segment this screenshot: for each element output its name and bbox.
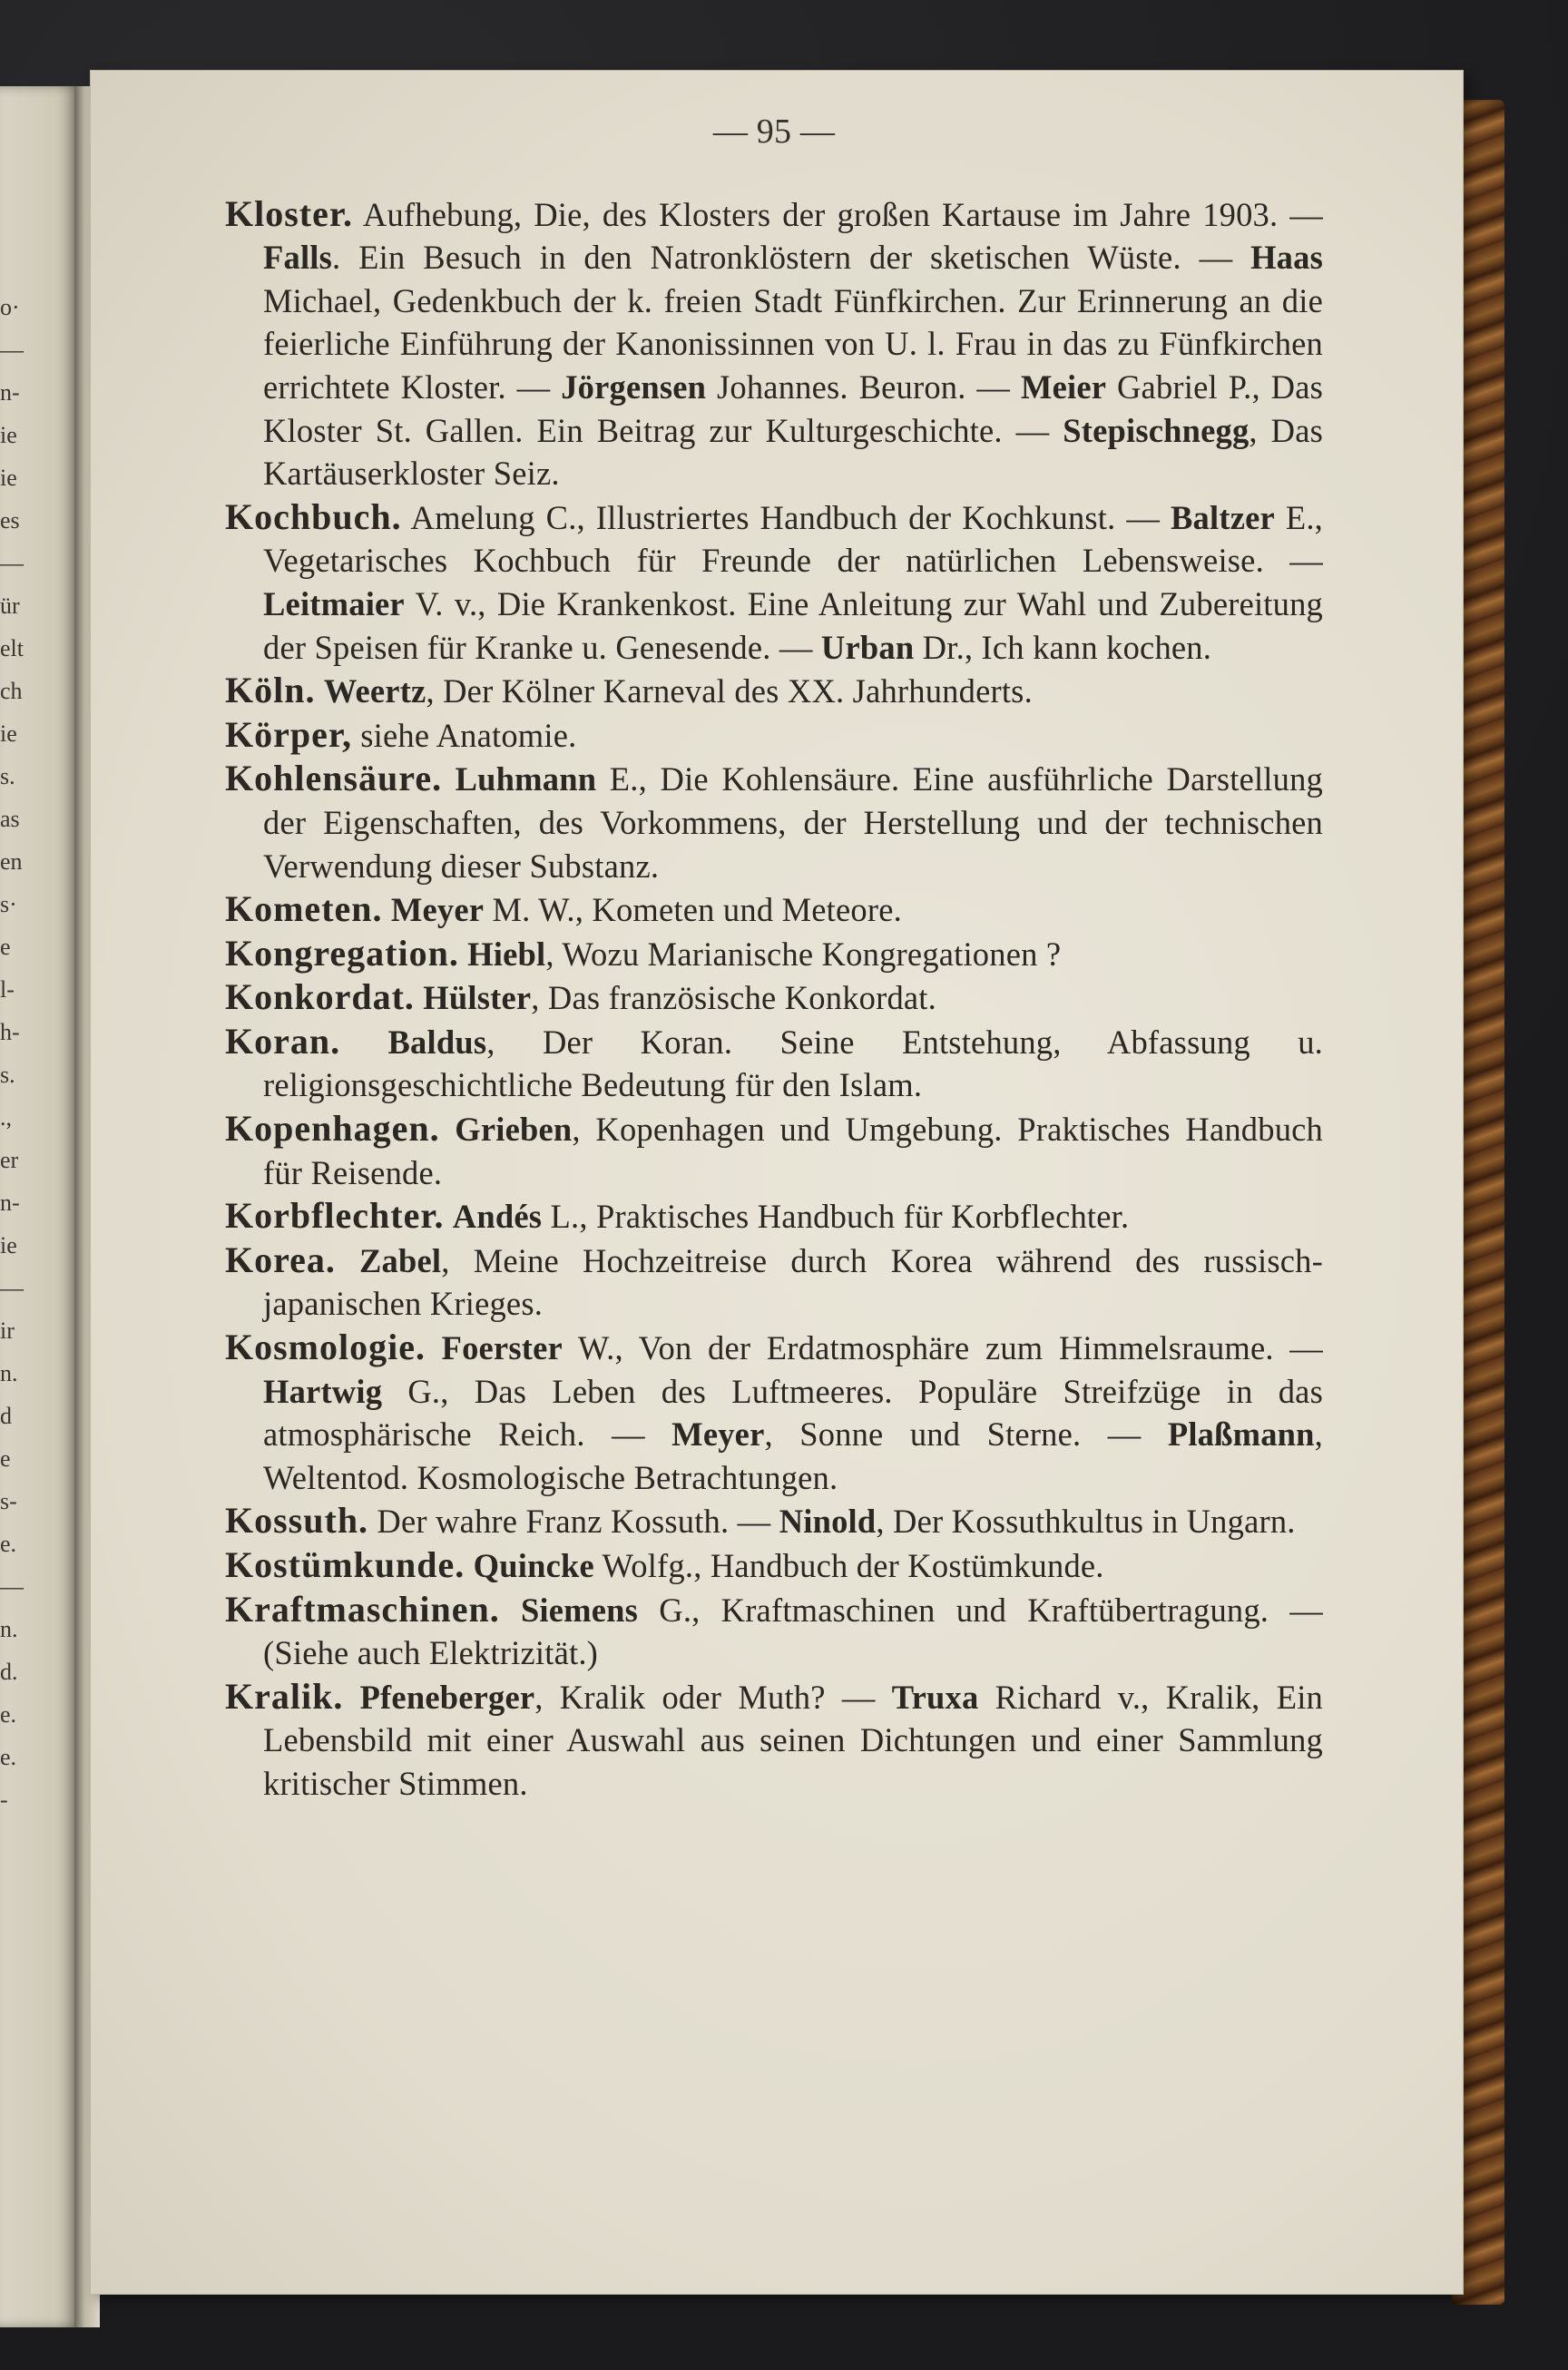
- entry-list: [225, 192, 1323, 1806]
- entry-author: Pfeneberger: [359, 1678, 535, 1716]
- entry-text: M. W., Kometen und Meteore.: [484, 891, 902, 929]
- left-page-fragments: o· — n- ie ie es — ür elt ch ie s. as en s· e l- h- s. ., er n- ie — ir n. d e s- e. — n. d. e. e. -: [0, 294, 24, 1813]
- entry-text: Der wahre Franz Kossuth. —: [368, 1503, 779, 1541]
- entry-text: G., Kraftmaschinen und Kraftübertragung. — (Siehe auch Elektrizität.): [263, 1591, 1323, 1672]
- entry-text: E., Die Kohlensäure. Eine ausführliche Darstellung der Eigenschaften, des Vorkommens, der Herstellung und der technischen Verwendung dieser Substanz.: [263, 760, 1323, 885]
- entry-heading: Kosmologie.: [225, 1327, 426, 1368]
- entry-author: Plaßmann: [1167, 1415, 1315, 1454]
- entry-text: Aufhebung, Die, des Klosters der großen Kartause im Jahre 1903. —: [352, 195, 1323, 233]
- entry-heading: Kloster.: [225, 192, 353, 234]
- entry-author: Meyer: [390, 891, 485, 929]
- entry-text: siehe Anatomie.: [351, 716, 577, 754]
- entry-text: [459, 935, 467, 973]
- entry-text: Amelung C., Illustriertes Handbuch der Kochkunst. —: [401, 498, 1171, 536]
- entry-author: Truxa: [891, 1678, 979, 1716]
- index-entry: [225, 1543, 1323, 1588]
- entry-text: Richard v., Kralik, Ein Lebensbild mit einer Auswahl aus seinen Dichtungen und einer Sammlung kritischer Stimmen.: [263, 1678, 1323, 1802]
- index-entry: [225, 1675, 1323, 1806]
- entry-heading: Kopenhagen.: [225, 1108, 440, 1150]
- entry-author: Meyer: [671, 1415, 765, 1454]
- entry-heading: Konkordat.: [225, 976, 415, 1018]
- entry-text: G., Das Leben des Luftmeeres. Populäre Streifzüge in das atmosphärische Reich. —: [263, 1372, 1323, 1454]
- entry-heading: Kochbuch.: [225, 495, 402, 537]
- index-entry: [225, 192, 1323, 495]
- entry-text: E., Vegetarisches Kochbuch für Freunde der natürlichen Lebensweise. —: [263, 498, 1323, 580]
- entry-heading: Köln.: [225, 670, 316, 711]
- entry-heading: Kongregation.: [225, 932, 459, 974]
- entry-author: Hülster: [423, 979, 532, 1017]
- entry-text: , Meine Hochzeitreise durch Korea während des russisch-japanischen Krieges.: [263, 1241, 1323, 1323]
- entry-author: Luhmann: [455, 760, 597, 798]
- index-entry: [225, 932, 1323, 976]
- entry-heading: Körper,: [225, 713, 352, 755]
- entry-text: [315, 672, 323, 710]
- entry-text: , Sonne und Sterne. —: [764, 1415, 1168, 1454]
- entry-text: [442, 760, 456, 798]
- entry-author: Falls: [263, 239, 333, 277]
- entry-text: Michael, Gedenkbuch der k. freien Stadt Fünfkirchen. Zur Erinnerung an die feierliche Einführung der Kanonissinnen von U. l. Frau in das zu Fünfkirchen errichtete Kloster. —: [263, 281, 1323, 406]
- entry-text: Wolfg., Handbuch der Kostümkunde.: [593, 1547, 1104, 1584]
- entry-text: , Kopenhagen und Umgebung. Praktisches Handbuch für Reisende.: [263, 1111, 1323, 1191]
- index-entry: [225, 975, 1323, 1020]
- entry-text: W., Von der Erdatmosphäre zum Himmelsraume. —: [562, 1329, 1323, 1367]
- index-entry: [225, 1020, 1323, 1107]
- index-entry: [225, 887, 1323, 932]
- index-entry: [225, 1588, 1323, 1675]
- entry-author: Quincke: [473, 1547, 594, 1584]
- entry-text: Johannes. Beuron. —: [706, 367, 1021, 406]
- entry-heading: Kraftmaschinen.: [225, 1588, 500, 1630]
- entry-author: Jörgensen: [561, 367, 707, 406]
- entry-text: V. v., Die Krankenkost. Eine Anleitung zur Wahl und Zubereitung der Speisen für Kranke u. Genesende. —: [263, 584, 1323, 666]
- page-content: [225, 111, 1323, 1806]
- index-entry: [225, 669, 1323, 713]
- index-entry: [225, 1239, 1323, 1326]
- entry-author: Stepischnegg: [1063, 411, 1250, 449]
- entry-author: Andés: [452, 1198, 543, 1236]
- entry-text: , Das französische Konkordat.: [531, 979, 936, 1017]
- entry-author: Haas: [1250, 239, 1323, 277]
- entry-text: [426, 1329, 442, 1366]
- entry-text: , Wozu Marianische Kongregationen ?: [545, 935, 1062, 973]
- entry-text: L., Praktisches Handbuch für Korbflechter.: [542, 1198, 1130, 1236]
- index-entry: [225, 713, 1323, 758]
- entry-text: [343, 1679, 359, 1716]
- entry-text: . Ein Besuch in den Natronklöstern der sketischen Wüste. —: [332, 239, 1251, 277]
- entry-text: , Weltentod. Kosmologische Betrachtungen.: [263, 1415, 1323, 1496]
- entry-author: Baltzer: [1171, 498, 1275, 536]
- entry-author: Meier: [1020, 367, 1107, 406]
- entry-text: [415, 979, 423, 1016]
- entry-heading: Koran.: [225, 1020, 341, 1062]
- left-page-edge: [0, 86, 80, 2327]
- entry-heading: Kostümkunde.: [225, 1544, 466, 1585]
- entry-text: [440, 1111, 456, 1148]
- entry-author: Grieben: [455, 1111, 573, 1149]
- index-entry: [225, 1499, 1323, 1543]
- entry-author: Hartwig: [263, 1372, 383, 1410]
- entry-heading: Kossuth.: [225, 1500, 369, 1542]
- entry-author: Ninold: [779, 1503, 877, 1541]
- entry-author: Hiebl: [467, 935, 546, 973]
- entry-text: , Der Koran. Seine Entstehung, Abfassung u. religionsgeschichtliche Bedeutung für den Islam.: [263, 1023, 1323, 1104]
- entry-author: Urban: [820, 628, 915, 666]
- entry-author: Leitmaier: [263, 584, 405, 622]
- entry-heading: Korea.: [225, 1239, 336, 1280]
- entry-author: Weertz: [323, 672, 426, 710]
- entry-heading: Kohlensäure.: [225, 758, 443, 799]
- entry-author: Baldus: [387, 1023, 487, 1061]
- entry-text: , Der Kölner Karneval des XX. Jahrhunderts.: [426, 672, 1033, 710]
- entry-text: [500, 1591, 521, 1629]
- index-entry: [225, 1194, 1323, 1239]
- index-entry: [225, 1326, 1323, 1499]
- entry-text: [444, 1198, 452, 1235]
- index-entry: [225, 495, 1323, 669]
- entry-author: Zabel: [359, 1241, 442, 1279]
- index-entry: [225, 757, 1323, 887]
- entry-heading: Kralik.: [225, 1675, 344, 1717]
- entry-author: Foerster: [441, 1329, 563, 1367]
- entry-text: [465, 1547, 473, 1584]
- entry-author: Siemens: [520, 1591, 639, 1629]
- entry-text: [340, 1023, 387, 1061]
- entry-heading: Korbflechter.: [225, 1195, 445, 1237]
- entry-heading: Kometen.: [225, 888, 383, 930]
- entry-text: [336, 1242, 359, 1279]
- entry-text: Gabriel P., Das Kloster St. Gallen. Ein Beitrag zur Kulturgeschichte. —: [263, 367, 1324, 449]
- entry-text: Dr., Ich kann kochen.: [914, 628, 1212, 666]
- entry-text: , Kralik oder Muth? —: [534, 1678, 892, 1716]
- entry-text: , Der Kossuthkultus in Ungarn.: [876, 1503, 1296, 1541]
- entry-text: , Das Kartäuserkloster Seiz.: [263, 411, 1324, 493]
- index-entry: [225, 1107, 1323, 1194]
- page-number: — 95 —: [712, 113, 836, 151]
- entry-text: [383, 891, 391, 928]
